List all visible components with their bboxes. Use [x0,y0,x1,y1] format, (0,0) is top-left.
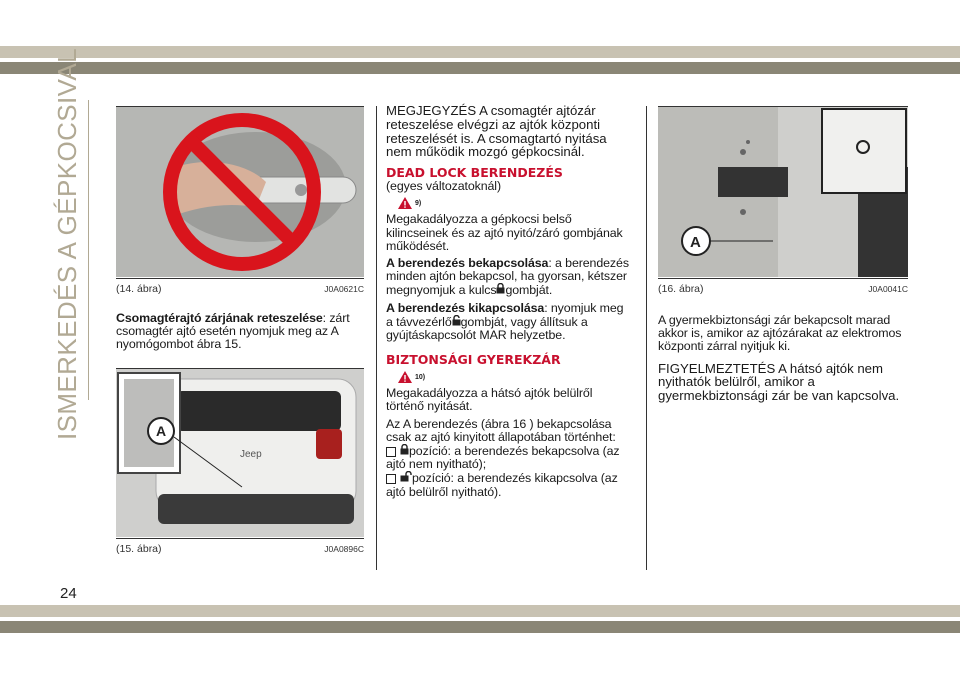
door-handle-illustration [116,107,364,277]
child-lock-item-1-text: pozíció: a berendezés bekapcsolva (az ajtó nem nyitható); [386,444,620,472]
dead-lock-on-end: gombját. [505,283,553,298]
dead-lock-off [386,302,632,343]
trunk-lock-text: : zárt csomagtér ajtó esetén nyomjuk meg az A nyomógombot ábra 15. [116,311,350,352]
fig14-caption: (14. ábra) [116,283,162,295]
unlock-icon [400,471,412,482]
top-band-light [0,46,960,58]
fig15-label: A [156,423,167,439]
sidebar-title: ISMERKEDÉS A GÉPKOCSIVAL [52,47,82,440]
fig14-caption-rule [116,278,364,279]
bottom-band-light [0,605,960,617]
dead-lock-on-text: : a berendezés minden ajtón bekapcsol, ha gyorsan, kétszer megnyomjuk a kulcs [386,256,629,298]
heading-dead-lock: DEAD LOCK BERENDEZÉS [386,165,563,181]
column-2 [386,104,632,499]
door-latch-illustration [658,107,908,277]
fig16-caption-rule [658,278,908,279]
dead-lock-on-bold: A berendezés bekapcsolása [386,256,549,270]
trunk-lock-bold: Csomagtérajtó zárjának reteszelése [116,311,323,325]
column-separator-2 [646,106,647,570]
fig16-label: A [690,234,701,251]
child-lock-item-1 [386,444,632,471]
figure-15 [116,368,364,537]
fig15-caption-rule [116,538,364,539]
fig15-caption: (15. ábra) [116,543,162,555]
trunk-lock-paragraph [116,312,366,352]
fig16-code: J0A0041C [868,284,908,294]
child-lock-item-2 [386,471,632,498]
heading-child-lock: BIZTONSÁGI GYEREKZÁR [386,352,561,368]
car-rear-illustration [116,369,364,537]
figure-16 [658,106,908,277]
dead-lock-on [386,257,632,298]
warning-ref-9 [398,197,632,209]
warning-number-9: 9) [415,199,422,207]
column-separator-1 [376,106,377,570]
figure-14 [116,106,364,277]
warning-triangle-icon [398,371,412,383]
top-band-dark [0,62,960,74]
child-lock-desc: Megakadályozza a hátsó ajtók belülről történő nyitását. [386,386,593,414]
lock-icon [400,444,409,455]
dead-lock-off-bold: A berendezés kikapcsolása [386,300,545,315]
fig16-caption: (16. ábra) [658,283,704,295]
heading-dead-lock-sub: (egyes változatoknál) [386,179,501,194]
car-badge: Jeep [240,449,262,460]
column-3 [658,314,908,403]
bullet-box-icon [386,447,396,457]
page-number: 24 [60,585,77,602]
dead-lock-desc: Megakadályozza a gépkocsi belső kilincseinek és az ajtó nyitó/záró gombjának működését. [386,212,623,253]
dead-lock-off-text: : nyomjuk meg a távvezérlő [386,300,624,329]
bullet-box-icon [386,474,396,484]
unlock-icon [452,315,461,326]
child-lock-activation: Az A berendezés (ábra 16 ) bekapcsolása csak az ajtó kinyitott állapotában történhet: [386,416,616,444]
warning-number-10: 10) [415,373,426,381]
fig15-code: J0A0896C [324,544,364,554]
dead-lock-off-end: gombját, vagy állítsuk a gyújtáskapcsolót MAR helyzetbe. [386,314,588,343]
warning-triangle-icon [398,197,412,209]
child-lock-info: A gyermekbiztonsági zár bekapcsolt marad akkor is, amikor az ajtózárakat az elektromos központi zárral nyitjuk ki. [658,313,902,354]
bottom-band-dark [0,621,960,633]
sidebar-rule [88,100,89,400]
fig14-code: J0A0621C [324,284,364,294]
warning-note: FIGYELMEZTETÉS A hátsó ajtók nem nyithatók belülről, amikor a gyermekbiztonsági zár be van kapcsolva. [658,360,900,404]
child-lock-item-2-text: pozíció: a berendezés kikapcsolva (az ajtó belülről nyitható). [386,471,618,499]
warning-ref-10 [398,371,632,383]
note-central-lock: MEGJEGYZÉS A csomagtér ajtózár reteszelése elvégzi az ajtók központi reteszelését is. A csomagtartó nyitása nem működik mozgó gépkocsinál. [386,103,607,160]
